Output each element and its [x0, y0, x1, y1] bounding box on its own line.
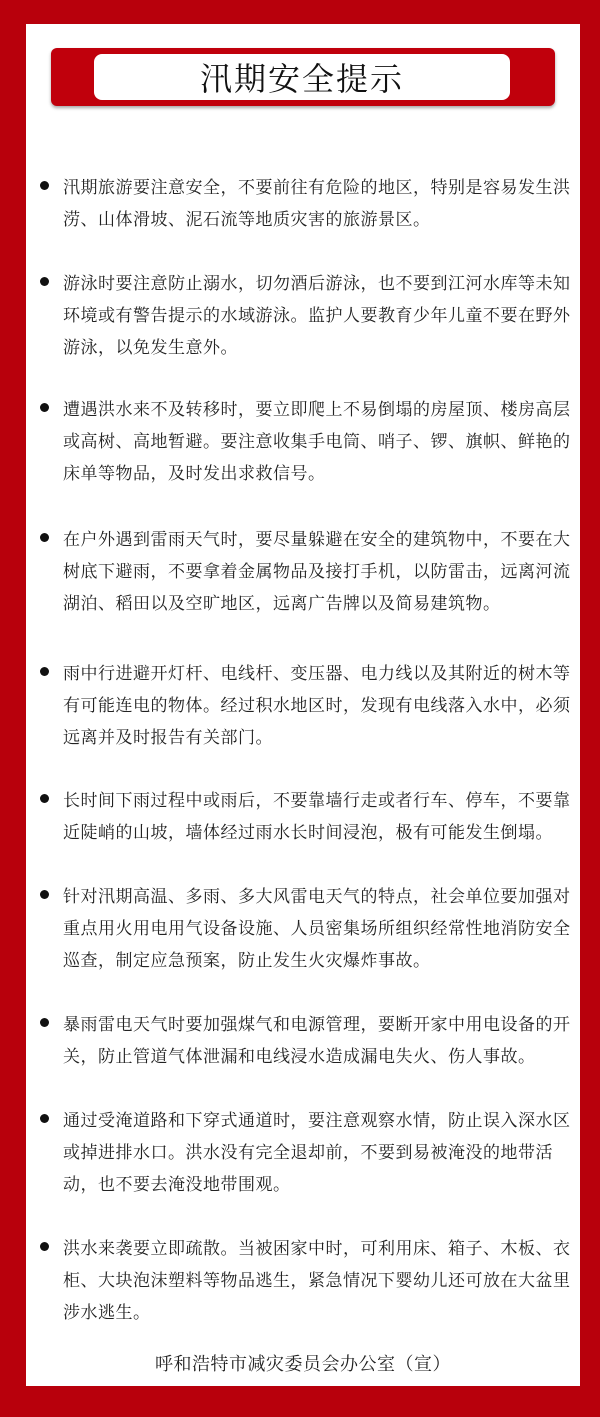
bullet-icon [40, 1018, 49, 1027]
issuer-footer: 呼和浩特市减灾委员会办公室（宣） [155, 1354, 451, 1375]
tip-text: 长时间下雨过程中或雨后，不要靠墙行走或者行车、停车，不要靠近陡峭的山坡，墙体经过雨水长时间浸泡，极有可能发生倒塌。 [63, 791, 571, 843]
title-box [94, 54, 510, 100]
tip-text: 遭遇洪水来不及转移时，要立即爬上不易倒塌的房屋顶、楼房高层或高树、高地暂避。要注意收集手电筒、哨子、锣、旗帜、鲜艳的床单等物品，及时发出求救信号。 [63, 400, 571, 484]
bullet-icon [40, 890, 49, 899]
bullet-icon [40, 1242, 49, 1251]
bullet-icon [40, 1114, 49, 1123]
bullet-icon [40, 277, 49, 286]
tip-text: 暴雨雷电天气时要加强煤气和电源管理，要断开家中用电设备的开关，防止管道气体泄漏和电线浸水造成漏电失火、伤人事故。 [63, 1015, 571, 1067]
bullet-icon [40, 667, 49, 676]
bullet-icon [40, 403, 49, 412]
notice-paper [26, 24, 580, 1386]
tip-text: 通过受淹道路和下穿式通道时，要注意观察水情，防止误入深水区或掉进排水口。洪水没有完全退却前，不要到易被淹没的地带活动，也不要去淹没地带围观。 [63, 1111, 571, 1195]
title-banner [51, 48, 555, 106]
bullet-icon [40, 794, 49, 803]
tip-text: 针对汛期高温、多雨、多大风雷电天气的特点，社会单位要加强对重点用火用电用气设备设施、人员密集场所组织经常性地消防安全巡查，制定应急预案，防止发生火灾爆炸事故。 [63, 887, 571, 971]
tip-text: 在户外遇到雷雨天气时，要尽量躲避在安全的建筑物中，不要在大树底下避雨，不要拿着金属物品及接打手机，以防雷击，远离河流湖泊、稻田以及空旷地区，远离广告牌以及简易建筑物。 [63, 530, 571, 614]
bullet-icon [40, 181, 49, 190]
tip-text: 汛期旅游要注意安全，不要前往有危险的地区，特别是容易发生洪涝、山体滑坡、泥石流等地质灾害的旅游景区。 [63, 178, 571, 230]
bullet-icon [40, 533, 49, 542]
page-title: 汛期安全提示 [199, 60, 404, 98]
tip-text: 游泳时要注意防止溺水，切勿酒后游泳，也不要到江河水库等未知环境或有警告提示的水域游泳。监护人要教育少年儿童不要在野外游泳，以免发生意外。 [63, 274, 571, 358]
tip-text: 洪水来袭要立即疏散。当被困家中时，可利用床、箱子、木板、衣柜、大块泡沫塑料等物品逃生，紧急情况下婴幼儿还可放在大盆里涉水逃生。 [63, 1239, 571, 1323]
tip-text: 雨中行进避开灯杆、电线杆、变压器、电力线以及其附近的树木等有可能连电的物体。经过积水地区时，发现有电线落入水中，必须远离并及时报告有关部门。 [63, 664, 571, 748]
